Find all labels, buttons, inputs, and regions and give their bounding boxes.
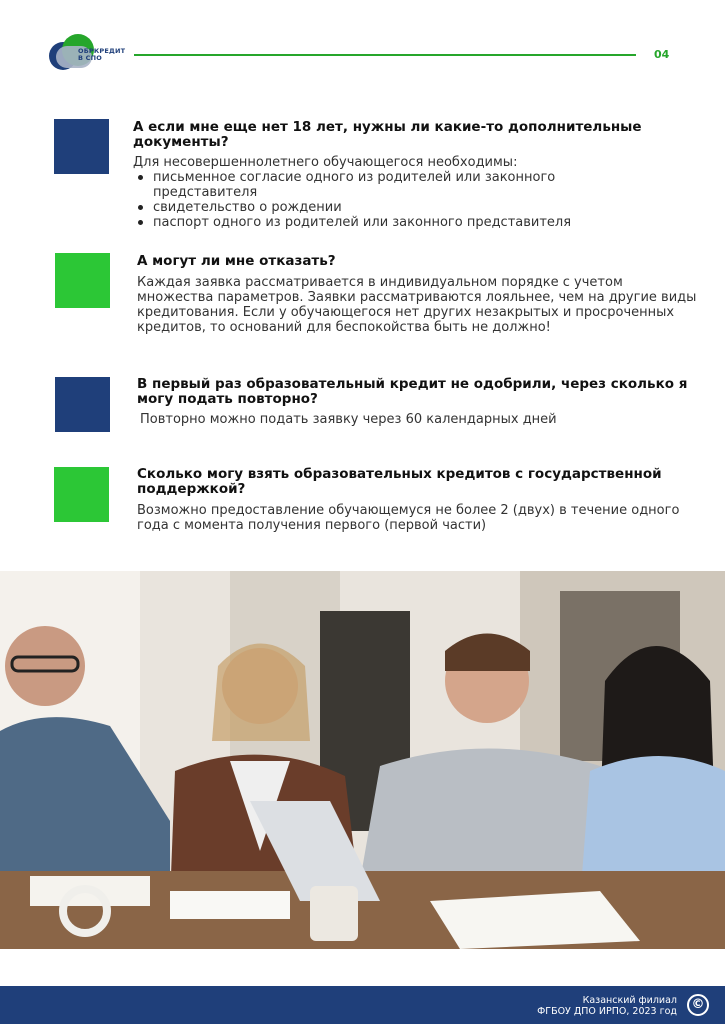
faq-4-question: Сколько могу взять образовательных кредитов с государственной поддержкой? <box>137 466 662 497</box>
page-number: 04 <box>654 48 670 61</box>
faq-4-marker <box>54 467 109 522</box>
faq-2-question: А могут ли мне отказать? <box>137 253 336 269</box>
footer-text: Казанский филиал ФГБОУ ДПО ИРПО, 2023 год <box>537 995 677 1017</box>
faq-3-answer: Повторно можно подать заявку через 60 календарных дней <box>140 412 557 427</box>
faq-2-marker <box>55 253 110 308</box>
faq-1-intro: Для несовершеннолетнего обучающегося необходимы: <box>133 155 518 170</box>
list-item: письменное согласие одного из родителей или законного представителя <box>153 170 593 200</box>
copyright-icon: © <box>687 994 709 1016</box>
faq-1-answer <box>133 155 693 230</box>
footer-bar <box>0 986 725 1024</box>
faq-1-list <box>133 170 693 230</box>
logo-text: ОБРКРЕДИТ В СПО <box>78 47 126 62</box>
faq-1-question: А если мне еще нет 18 лет, нужны ли какие-то дополнительные документы? <box>133 119 642 150</box>
faq-4-answer: Возможно предоставление обучающемуся не более 2 (двух) в течение одного года с момента получения первого (первой части) <box>137 503 680 533</box>
faq-3-question: В первый раз образовательный кредит не одобрили, через сколько я могу подать повторно? <box>137 376 688 407</box>
faq-1-marker <box>54 119 109 174</box>
list-item: свидетельство о рождении <box>153 200 693 215</box>
list-item: паспорт одного из родителей или законного представителя <box>153 215 693 230</box>
faq-3-marker <box>55 377 110 432</box>
students-photo <box>0 571 725 949</box>
header-divider <box>134 54 636 56</box>
faq-2-answer: Каждая заявка рассматривается в индивидуальном порядке с учетом множества параметров. Заявки рассматриваются лояльнее, чем на другие виды кредитования. Если у обучающегося нет других незакрытых и просроченных кредитов, то оснований для беспокойства быть не должно! <box>137 275 697 335</box>
